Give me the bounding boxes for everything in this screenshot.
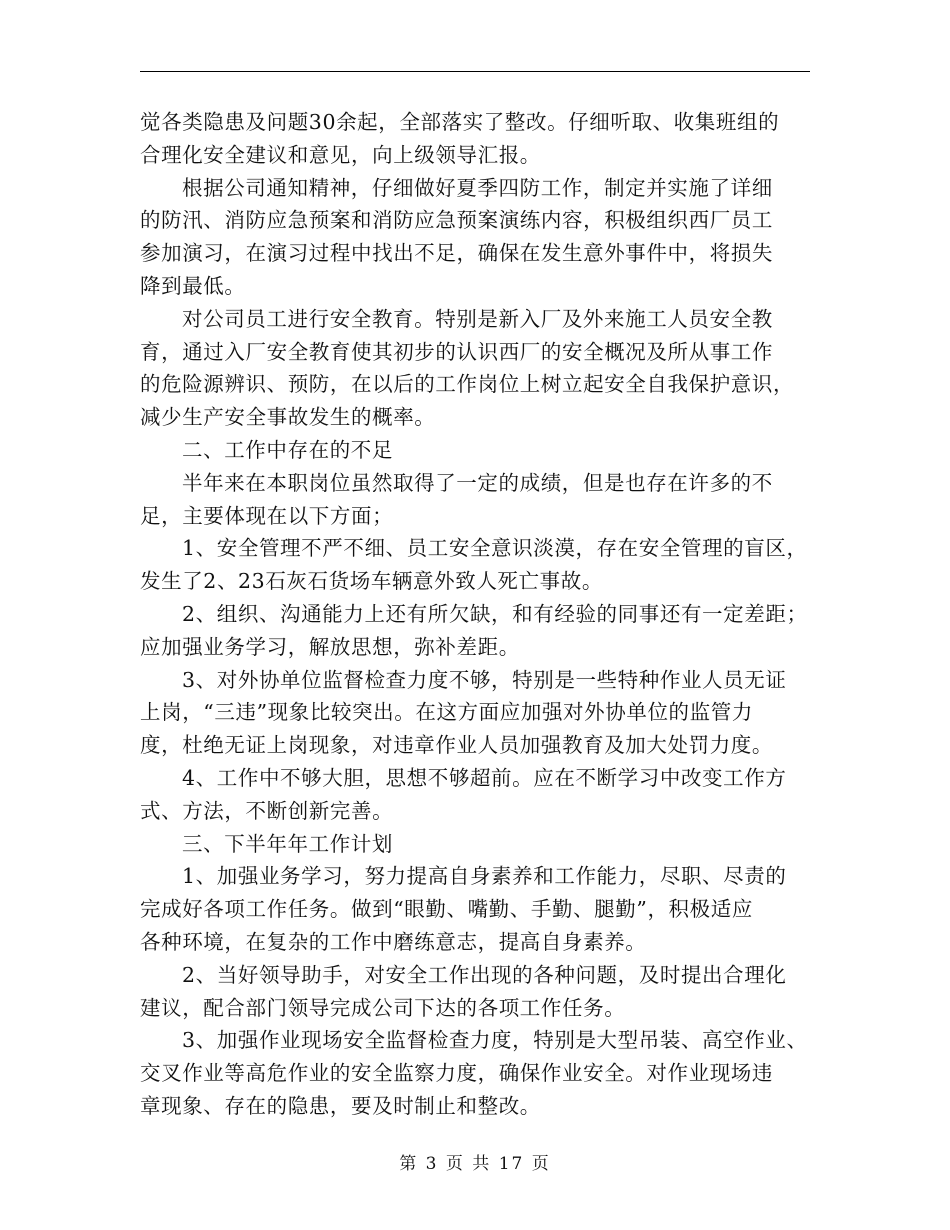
text-line: 的危险源辨识、预防，在以后的工作岗位上树立起安全自我保护意识， — [140, 372, 795, 397]
list-item-start: 4、工作中不够大胆，思想不够超前。应在不断学习中改变工作方 — [182, 765, 787, 790]
text-line: 发生了2、23石灰石货场车辆意外致人死亡事故。 — [140, 569, 603, 594]
section-heading: 二、工作中存在的不足 — [182, 437, 393, 462]
paragraph-start: 根据公司通知精神，仔细做好夏季四防工作，制定并实施了详细 — [182, 175, 773, 200]
list-item-start: 2、当好领导助手，对安全工作出现的各种问题，及时提出合理化 — [182, 962, 787, 987]
text-line: 足，主要体现在以下方面； — [140, 503, 394, 528]
text-line: 降到最低。 — [140, 273, 246, 298]
text-line: 上岗，“三违”现象比较突出。在这方面应加强对外协单位的监管力 — [140, 700, 753, 725]
text-line: 觉各类隐患及问题30余起，全部落实了整改。仔细听取、收集班组的 — [140, 110, 780, 134]
text-line: 育，通过入厂安全教育使其初步的认识西厂的安全概况及所从事工作 — [140, 339, 773, 364]
list-item-start: 2、组织、沟通能力上还有所欠缺，和有经验的同事还有一定差距； — [182, 601, 808, 626]
text-line: 各种环境，在复杂的工作中磨练意志，提高自身素养。 — [140, 929, 647, 954]
text-line: 参加演习，在演习过程中找出不足，确保在发生意外事件中，将损失 — [140, 241, 773, 266]
text-line: 式、方法，不断创新完善。 — [140, 798, 394, 823]
paragraph-start: 半年来在本职岗位虽然取得了一定的成绩，但是也存在许多的不 — [182, 470, 773, 495]
text-line: 完成好各项工作任务。做到“眼勤、嘴勤、手勤、腿勤”，积极适应 — [140, 897, 753, 922]
header-rule — [140, 71, 810, 72]
text-line: 减少生产安全事故发生的概率。 — [140, 405, 436, 430]
text-line: 交叉作业等高危作业的安全监察力度，确保作业安全。对作业现场违 — [140, 1061, 773, 1086]
body-text — [140, 106, 820, 1123]
page-number-footer: 第 3 页 共 17 页 — [399, 1154, 551, 1174]
section-heading: 三、下半年年工作计划 — [182, 831, 393, 856]
text-line: 的防汛、消防应急预案和消防应急预案演练内容，积极组织西厂员工 — [140, 208, 773, 233]
text-line: 章现象、存在的隐患，要及时制止和整改。 — [140, 1093, 541, 1118]
text-line: 合理化安全建议和意见，向上级领导汇报。 — [140, 142, 541, 167]
text-line: 建议，配合部门领导完成公司下达的各项工作任务。 — [140, 995, 626, 1020]
list-item-start: 3、对外协单位监督检查力度不够，特别是一些特种作业人员无证 — [182, 667, 787, 692]
text-line: 应加强业务学习，解放思想，弥补差距。 — [140, 634, 520, 659]
text-line: 度，杜绝无证上岗现象，对违章作业人员加强教育及加大处罚力度。 — [140, 733, 773, 758]
list-item-start: 1、安全管理不严不细、员工安全意识淡漠，存在安全管理的盲区， — [182, 536, 808, 561]
list-item-start: 1、加强业务学习，努力提高自身素养和工作能力，尽职、尽责的 — [182, 864, 787, 889]
list-item-start: 3、加强作业现场安全监督检查力度，特别是大型吊装、高空作业、 — [182, 1028, 808, 1053]
paragraph-start: 对公司员工进行安全教育。特别是新入厂及外来施工人员安全教 — [182, 306, 773, 331]
